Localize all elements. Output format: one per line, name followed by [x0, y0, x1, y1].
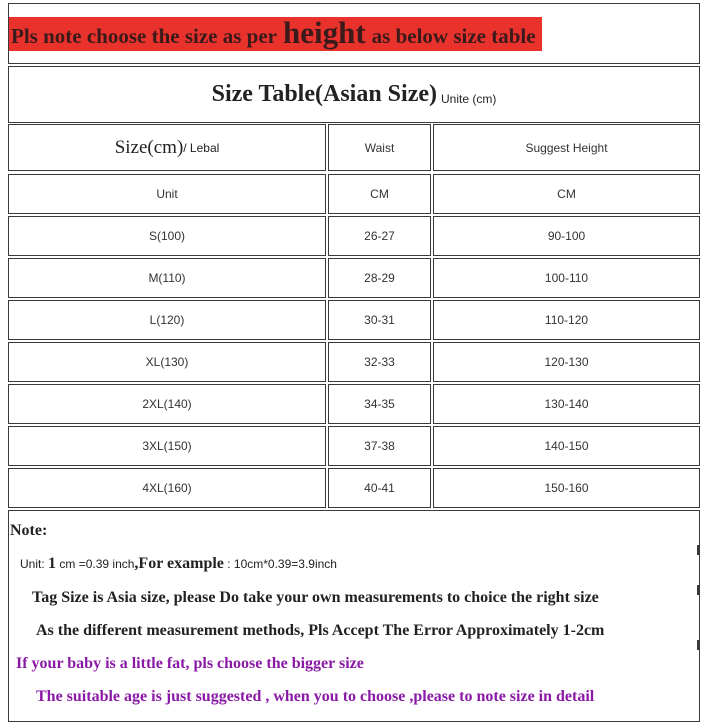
table-cell-height: 120-130	[433, 342, 700, 382]
banner-prefix: Pls note choose the size as per	[11, 24, 277, 48]
unit-example-label: ,For example	[134, 555, 224, 572]
border-tick	[697, 585, 700, 595]
header-size-label: Size(cm)	[114, 136, 184, 158]
unit-example-calc: : 10cm*0.39=3.9inch	[227, 557, 337, 571]
notes-title: Note:	[10, 522, 48, 539]
unit-height-cell: CM	[433, 174, 700, 214]
size-notice-banner	[9, 17, 542, 51]
border-tick	[697, 545, 700, 555]
unit-waist-cell: CM	[328, 174, 431, 214]
border-tick	[697, 640, 700, 650]
table-cell-waist: 28-29	[328, 258, 431, 298]
unit-label-cell: Unit	[8, 174, 326, 214]
table-cell-height: 130-140	[433, 384, 700, 424]
table-cell-size: L(120)	[8, 300, 326, 340]
table-cell-height: 90-100	[433, 216, 700, 256]
table-cell-waist: 40-41	[328, 468, 431, 508]
table-cell-waist: 37-38	[328, 426, 431, 466]
table-cell-height: 150-160	[433, 468, 700, 508]
table-cell-height: 100-110	[433, 258, 700, 298]
bigger-size-note: If your baby is a little fat, pls choose the bigger size	[16, 655, 364, 672]
header-size-sublabel: / Lebal	[183, 140, 220, 155]
tag-size-note: Tag Size is Asia size, please Do take your own measurements to choice the right size	[32, 589, 599, 606]
unit-conversion: cm =0.39 inch	[59, 557, 135, 571]
title-unit: Unite (cm)	[441, 91, 497, 106]
table-cell-waist: 34-35	[328, 384, 431, 424]
table-cell-waist: 26-27	[328, 216, 431, 256]
unit-one: 1	[48, 555, 57, 572]
table-cell-waist: 32-33	[328, 342, 431, 382]
unit-conversion-note	[20, 555, 337, 573]
header-waist-cell: Waist	[328, 124, 431, 171]
table-cell-height: 140-150	[433, 426, 700, 466]
table-cell-size: M(110)	[8, 258, 326, 298]
size-table-title	[8, 66, 700, 123]
table-cell-size: S(100)	[8, 216, 326, 256]
banner-suffix: as below size table	[371, 24, 536, 48]
table-cell-size: 4XL(160)	[8, 468, 326, 508]
title-main: Size Table(Asian Size)	[211, 81, 437, 107]
table-cell-size: 2XL(140)	[8, 384, 326, 424]
measurement-error-note: As the different measurement methods, Pls Accept The Error Approximately 1-2cm	[36, 622, 605, 639]
table-cell-waist: 30-31	[328, 300, 431, 340]
table-cell-size: 3XL(150)	[8, 426, 326, 466]
header-size-cell	[8, 124, 326, 171]
banner-highlight: height	[282, 15, 366, 50]
header-height-cell: Suggest Height	[433, 124, 700, 171]
table-cell-height: 110-120	[433, 300, 700, 340]
unit-label: Unit:	[20, 557, 45, 571]
suggested-age-note: The suitable age is just suggested , when you to choose ,please to note size in detail	[36, 688, 595, 705]
table-cell-size: XL(130)	[8, 342, 326, 382]
